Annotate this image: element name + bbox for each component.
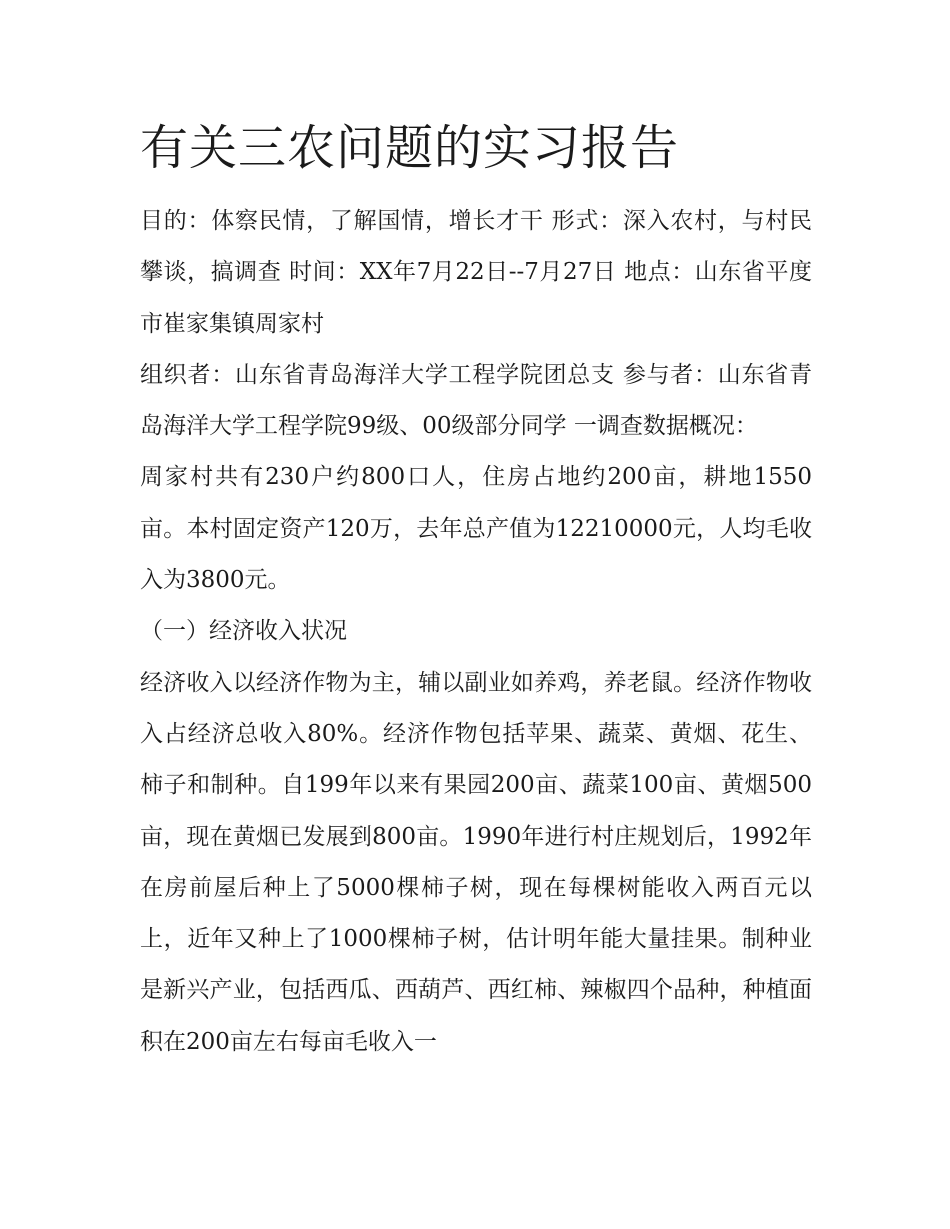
paragraph-purpose: 目的：体察民情，了解国情，增长才干 形式：深入农村，与村民攀谈，搞调查 时间：XX年7月22日--7月27日 地点：山东省平度市崔家集镇周家村 [140, 208, 812, 337]
paragraph-organizer: 组织者：山东省青岛海洋大学工程学院团总支 参与者：山东省青岛海洋大学工程学院99级、00级部分同学 一调查数据概况： [140, 361, 812, 440]
document-title: 有关三农问题的实习报告 [140, 120, 680, 176]
paragraph-village-overview: 周家村共有230户约800口人，住房占地约200亩，耕地1550亩。本村固定资产120万，去年总产值为12210000元，人均毛收入为3800元。 [140, 464, 812, 594]
section-heading-economic-income: （一）经济收入状况 [140, 618, 347, 645]
document-body [140, 196, 812, 1068]
paragraph-economic-income: 经济收入以经济作物为主，辅以副业如养鸡，养老鼠。经济作物收入占经济总收入80%。经济作物包括苹果、蔬菜、黄烟、花生、柿子和制种。自199年以来有果园200亩、蔬菜100亩、黄烟500亩，现在黄烟已发展到800亩。1990年进行村庄规划后，1992年在房前屋后种上了5000棵柿子树，现在每棵树能收入两百元以上，近年又种上了1000棵柿子树，估计明年能大量挂果。制种业是新兴产业，包括西瓜、西葫芦、西红柿、辣椒四个品种，种植面积在200亩左右每亩毛收入一 [140, 669, 812, 1055]
